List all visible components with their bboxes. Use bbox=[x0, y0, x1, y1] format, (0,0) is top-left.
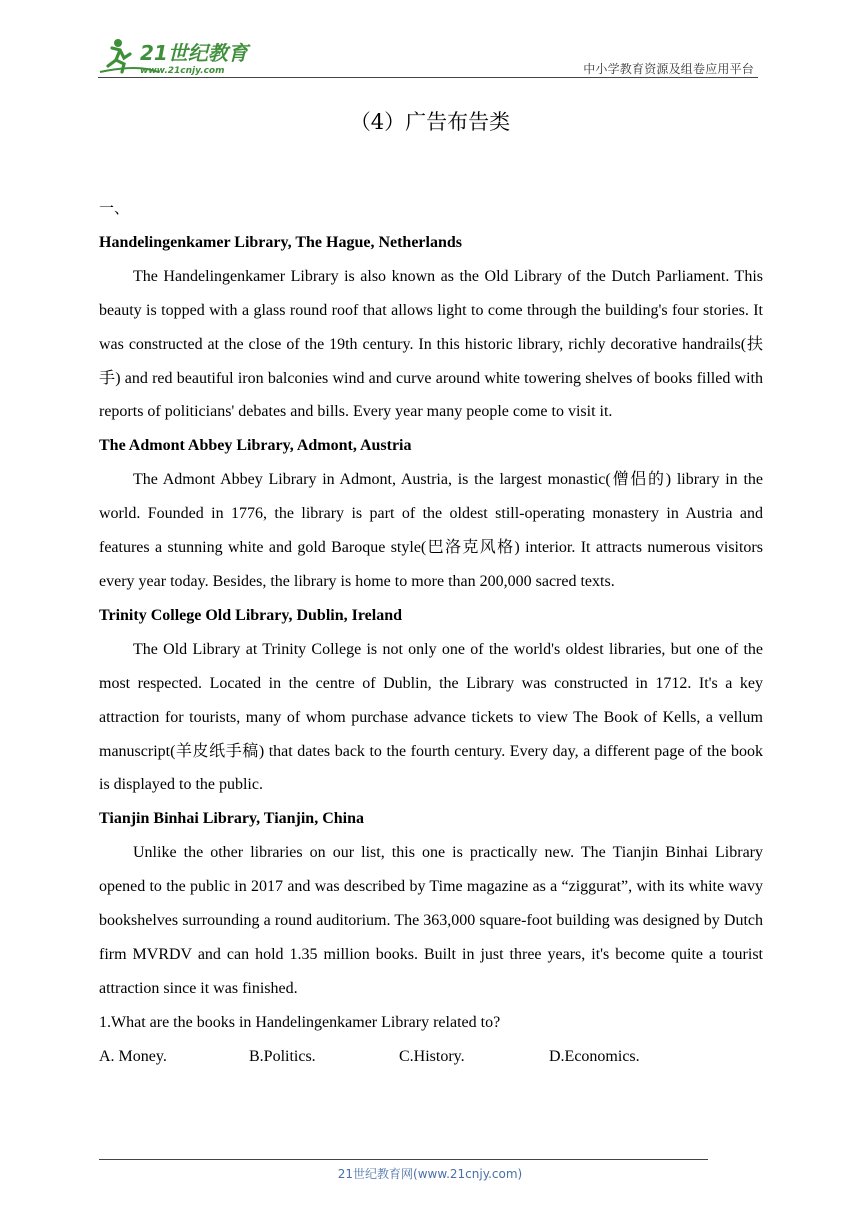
library-description: The Old Library at Trinity College is not only one of the world's oldest libraries, but one of the most respected. Located in the centre of Dublin, the Library was constructed in 1712. It's a key attraction for tourists, many of whom purchase advance tickets to view The Book of Kells, a vellum manuscript(羊皮纸手稿) that dates back to the fourth century. Every day, a different page of the book is displayed to the public. bbox=[99, 640, 763, 794]
option-b[interactable]: B.Politics. bbox=[249, 1047, 316, 1065]
page-header bbox=[98, 30, 758, 78]
question-text: 1.What are the books in Handelingenkamer Library related to? bbox=[99, 1013, 501, 1031]
option-d[interactable]: D.Economics. bbox=[549, 1047, 640, 1065]
site-logo[interactable] bbox=[98, 34, 258, 78]
library-heading: Tianjin Binhai Library, Tianjin, China bbox=[99, 810, 364, 828]
answer-options bbox=[99, 1040, 763, 1074]
library-heading: Handelingenkamer Library, The Hague, Netherlands bbox=[99, 233, 462, 251]
library-description: Unlike the other libraries on our list, this one is practically new. The Tianjin Binhai Library opened to the public in 2017 and was described by Time magazine as a “ziggurat”, with its white wavy bookshelves surrounding a round auditorium. The 363,000 square-foot building was designed by Dutch firm MVRDV and can hold 1.35 million books. Built in just three years, it's become quite a tourist attraction since it was finished. bbox=[99, 844, 763, 997]
document-body bbox=[99, 192, 763, 1074]
library-heading: The Admont Abbey Library, Admont, Austria bbox=[99, 437, 412, 455]
footer-divider bbox=[99, 1159, 708, 1160]
page-title: （4）广告布告类 bbox=[349, 110, 511, 134]
library-description: The Admont Abbey Library in Admont, Austria, is the largest monastic(僧侣的) library in the world. Founded in 1776, the library is part of the oldest still-operating monastery in Austria and features a stunning white and gold Baroque style(巴洛克风格) interior. It attracts numerous visitors every year today. Besides, the library is home to more than 200,000 sacred texts. bbox=[99, 471, 763, 590]
header-divider bbox=[98, 77, 758, 78]
option-a[interactable]: A. Money. bbox=[99, 1047, 167, 1065]
option-c[interactable]: C.History. bbox=[399, 1047, 465, 1065]
svg-text:21世纪教育: 21世纪教育 bbox=[140, 41, 248, 65]
svg-text:www.21cnjy.com: www.21cnjy.com bbox=[140, 66, 225, 76]
footer-link[interactable]: 21世纪教育网(www.21cnjy.com) bbox=[337, 1167, 523, 1181]
section-number: 一、 bbox=[99, 199, 130, 217]
site-tagline: 中小学教育资源及组卷应用平台 bbox=[583, 62, 754, 76]
library-description: The Handelingenkamer Library is also known as the Old Library of the Dutch Parliament. This beauty is topped with a glass round roof that allows light to come through the building's four stories. It was constructed at the close of the 19th century. In this historic library, richly decorative handrails(扶手) and red beautiful iron balconies wind and curve around white towering shelves of books filled with reports of politicians' debates and bills. Every year many people come to visit it. bbox=[99, 267, 763, 421]
runner-logo-icon bbox=[98, 34, 258, 78]
library-heading: Trinity College Old Library, Dublin, Ireland bbox=[99, 606, 402, 624]
